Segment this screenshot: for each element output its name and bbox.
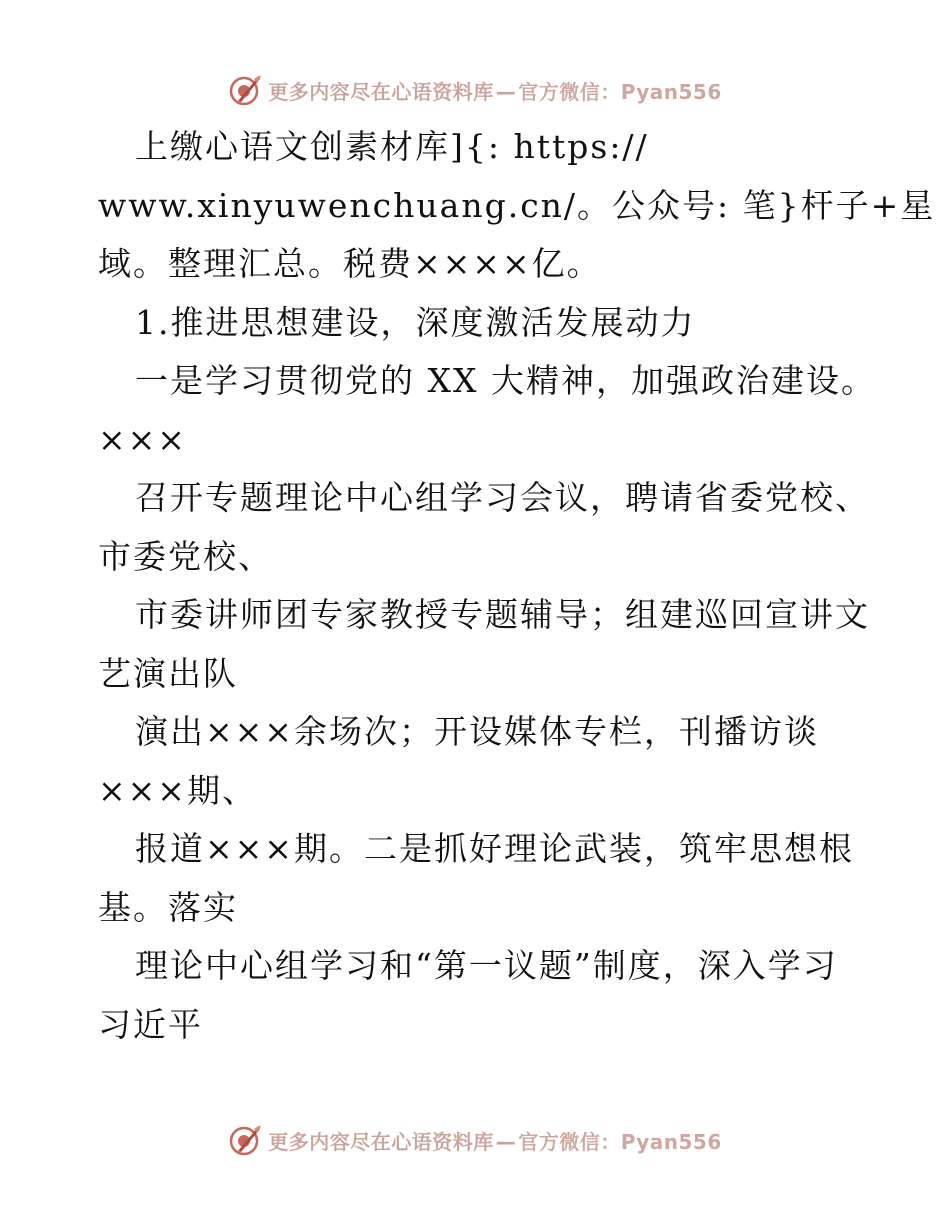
watermark-dash: — bbox=[495, 79, 517, 104]
text-line: www.xinyuwenchuang.cn/。公众号: 笔}杆子+星 bbox=[98, 185, 936, 225]
text-line: 一是学习贯彻党的 XX 大精神，加强政治建设。 bbox=[135, 361, 876, 400]
watermark-wechat-id: Pyan556 bbox=[620, 79, 722, 104]
watermark-footer bbox=[0, 1120, 950, 1160]
section-heading: 1.推进思想建设，深度激活发展动力 bbox=[135, 302, 696, 342]
text-line: 市委党校、 bbox=[98, 536, 273, 576]
text-line: 演出×××余场次；开设媒体专栏，刊播访谈 bbox=[135, 712, 819, 751]
text-line: ××× bbox=[98, 419, 187, 459]
text-line: ×××期、 bbox=[98, 770, 257, 810]
watermark-wechat-label: 官方微信： bbox=[518, 1129, 621, 1154]
quill-logo-icon bbox=[228, 1123, 262, 1157]
watermark-text bbox=[268, 1126, 722, 1155]
text-line: 报道×××期。二是抓好理论武装，筑牢思想根 bbox=[135, 829, 854, 868]
text-line: 基。落实 bbox=[98, 887, 238, 927]
text-line: 域。整理汇总。税费××××亿。 bbox=[98, 244, 602, 283]
watermark-brand: 更多内容尽在心语资料库 bbox=[268, 1129, 494, 1154]
text-line: 召开专题理论中心组学习会议，聘请省委党校、 bbox=[135, 478, 870, 517]
document-body bbox=[98, 118, 936, 1054]
text-line: 上缴心语文创素材库]{: https:// bbox=[135, 127, 649, 166]
text-line: 市委讲师团专家教授专题辅导；组建巡回宣讲文 bbox=[135, 595, 870, 634]
watermark-text bbox=[268, 76, 722, 105]
watermark-header bbox=[0, 70, 950, 110]
watermark-wechat-id: Pyan556 bbox=[620, 1129, 722, 1154]
quill-logo-icon bbox=[228, 73, 262, 107]
watermark-brand: 更多内容尽在心语资料库 bbox=[268, 79, 494, 104]
text-line: 理论中心组学习和“第一议题”制度，深入学习 bbox=[135, 946, 838, 985]
watermark-wechat-label: 官方微信： bbox=[518, 79, 621, 104]
text-line: 艺演出队 bbox=[98, 653, 238, 693]
watermark-dash: — bbox=[495, 1129, 517, 1154]
text-line: 习近平 bbox=[98, 1004, 203, 1044]
